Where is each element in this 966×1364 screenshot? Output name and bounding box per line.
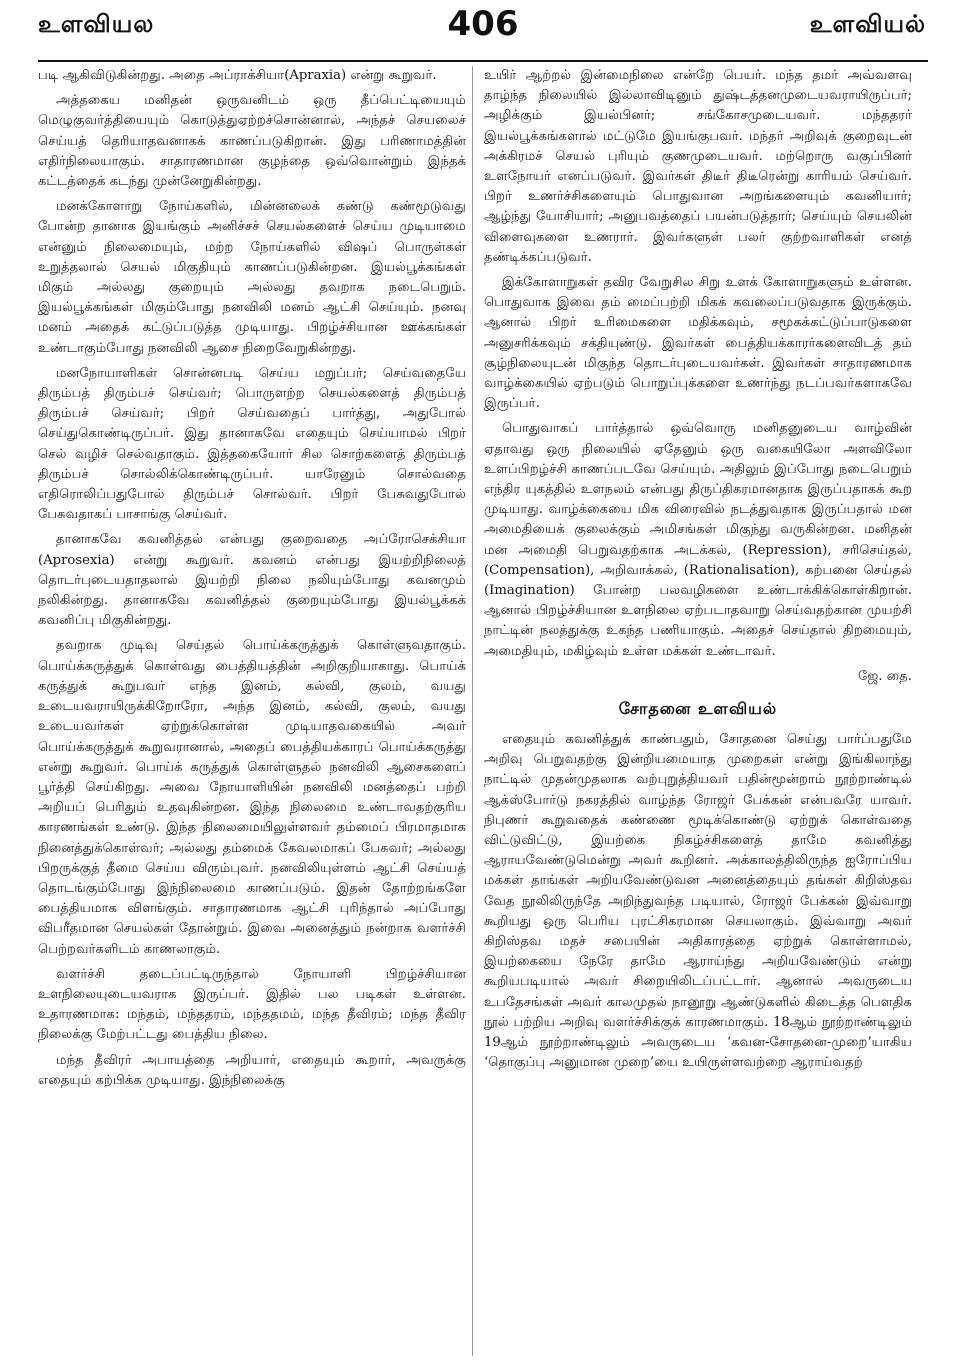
paragraph: மனக்கோளாறு நோய்களில், மின்னலைக் கண்டு கண்மூடுவது போன்ற தானாக இயங்கும் அனிச்சச் செயல்களைச் செய்ய முடியாமை என்னும் நிலைமையும், மற்ற நோய்களில் விஷப் பொருள்கள் உறுத்தலால் செயல் மிகுதியும் காணப்படுகின்றன. இயல்பூக்கங்கள் மிகும் அல்லது குறையும் அல்லது தவறாக நடைபெறும். இயல்பூக்கங்கள் மிகும்போது நனவிலி மனம் ஆட்சி செய்யும். நனவு மனம் அதைக் கட்டுப்படுத்த முடியாது. பிறழ்ச்சியான ஊக்கங்கள் உண்டாகும்போது நனவிலி ஆசை நிறைவேறுகின்றது. [38,199,466,356]
paragraph: மனநோயாளிகள் சொன்னபடி செய்ய மறுப்பர்; செய்வதையே திரும்பத் திரும்பச் செய்வர்; பொருளற்ற செயல்களைத் திரும்பத் திரும்பச் செய்வர்; பிறர் செய்வதைப் பார்த்து, அதுபோல் செய்துகொண்டிருப்பர். இது தானாகவே எதையும் செய்யாமல் பிறர் செல் வழிச் செல்வதாகும். இத்தகையோர் சில சொற்களைத் திரும்பத் திரும்பச் சொல்லிக்கொண்டிருப்பர். யாரேனும் சொல்வதை எதிரொலிப்பதுபோல் திரும்பச் சொல்வர். பிறர் பேசுவதுபோல் பேசுவதாகப் பாசாங்கு செய்வர். [38,365,466,523]
paragraph: அத்தகைய மனிதன் ஒருவனிடம் ஒரு தீப்பெட்டியையும் மெழுகுவர்த்தியையும் கொடுத்துஏற்றச்சொன்னால், அந்தச் செயலைச் செய்யத் தெரியாதவனாகக் காணப்படுகிறான். இது பரிணாமத்தின் எதிர்நிலையாகும். சாதாரணமான குழந்தை ஒவ்வொன்றும் இந்தக் கட்டத்தைக் கடந்து முன்னேறுகின்றது. [38,93,466,190]
left-column [38,66,466,1096]
page-number: 406 [447,4,519,44]
paragraph: இக்கோளாறுகள் தவிர வேறுசில சிறு உளக் கோளாறுகளும் உள்ளன. பொதுவாக இவை தம் மைப்பற்றி மிகக் கவலைப்படுவதாக இருக்கும். ஆனால் பிறர் உரிமைகளை மதிக்கவும், சமூகக்கட்டுப்பாடுகளை அனுசரிக்கவும் சக்தியுண்டு. இவர்கள் பைத்தியக்காரர்களைவிடத் தம் சூழ்நிலையுடன் மிகுந்த தொடர்புடையவர்கள். இவர்கள் சாதாரணமாக வாழ்க்கையில் ஏற்படும் பொறுப்புக்களை உணர்ந்து நடப்பவர்களாகவே இருப்பர். [484,275,912,412]
paragraph: பொதுவாகப் பார்த்தால் ஒவ்வொரு மனிதனுடைய வாழ்வின் ஏதாவது ஒரு நிலையில் ஏதேனும் ஒரு வகையிலோ அளவிலோ உளப்பிறழ்ச்சி காணப்படவே செய்யும். அதிலும் இப்போது நடைபெறும் எந்திர யுகத்தில் உளநலம் என்பது திருப்திகரமானதாக இருப்பதாகக் கூற முடியாது. வாழ்க்கையை மிக விரைவில் நடத்துவதாக இருப்பதால் மன அமைதியைக் குலைக்கும் அமிசங்கள் மிகுந்து வருகின்றன. மனிதன் மன அமைதி பெறுவதற்காக அடக்கல், (Repression), சரிசெய்தல், (Compensation), அறிவாக்கல், (Rationalisation), கற்பனை செய்தல் (Imagination) போன்ற பலவழிகளை உண்டாக்கிக்கொள்கிறான். ஆனால் பிறழ்ச்சியான உளநிலை ஏற்படாதவாறு செய்வதற்கான முயற்சி நாட்டின் நலத்துக்கு உகந்த பணியாகும். அதைச் செய்தால் திறமையும், அமைதியும், மகிழ்வும் உள்ள மக்கள் உண்டாவர். [484,421,912,659]
section-heading: சோதனை உளவியல் [618,698,778,718]
running-head-right: உளவியல் [809,10,926,38]
paragraph: உயிர் ஆற்றல் இன்மைநிலை என்றே பெயர். மந்த தமர் அவ்வளவு தாழ்ந்த நிலையில் இல்லாவிடினும் துஷ்டத்தனமுடையவராயிருப்பர்; அழிக்கும் இயல்பினர்; சங்கோசமுடையவர். மந்ததரர் இயல்பூக்கங்களால் மட்டுமே இயங்குபவர். மந்தர் அறிவுக் குறைவுடன் அக்கிரமச் செயல் புரியும் குணமுடையவர். மற்றொரு வகுப்பினர் உளநோயர் எனப்படுவர். இவர்கள் திடீர் திடீரென்று காரியம் செய்வர். பிறர் உணர்ச்சிகளையும் பொதுவான அறங்களையும் கவனியார்; ஆழ்ந்து யோசியார்; அனுபவத்தைப் பயன்படுத்தார்; செய்யும் செயலின் விளைவுகளை உணரார். இவர்களுள் பலர் குற்றவாளிகள் எனத் தண்டிக்கப்படுவர். [484,68,912,265]
paragraph: எதையும் கவனித்துக் காண்பதும், சோதனை செய்து பார்ப்பதுமே அறிவு பெறுவதற்கு இன்றியமையாத முறைகள் என்று இங்கிலாந்து நாட்டில் முதன்முதலாக வற்புறுத்தியவர் பதின்மூன்றாம் நூற்றாண்டில் ஆக்ஸ்போர்டு நகரத்தில் வாழ்ந்த ரோஜர் பேக்கன் என்பவரே யாவர். நிபுணர் கூறுவதைக் கண்ணை மூடிக்கொண்டு ஏற்றுக் கொள்வதை விட்டுவிட்டு, இயற்கை நிகழ்ச்சிகளைத் தாமே கவனித்து ஆராயவேண்டுமென்று அவர் கூறினர். அக்காலத்திலிருந்த ஐரோப்பிய மக்கள் தாங்கள் அறியவேண்டுவன அனைத்தையும் தங்கள் கிறிஸ்தவ வேத நூலிலிருந்தே அறிந்துவந்த படியால், ரோஜர் பேக்கன் இவ்வாறு கூறியது ஒரு பெரிய புரட்சிகரமான செயலாகும். இவ்வாறு அவர் கிறிஸ்தவ மதச் சபையின் அதிகாரத்தை ஏற்றுக் கொள்ளாமல், இயற்கையை நேரே தாமே ஆராய்ந்து அறியவேண்டும் என்று கூறியபடியால் அவர் சிறையிலிடப்பட்டார். ஆனால் அவருடைய உபதேசங்கள் அவர் காலமுதல் நானூறு ஆண்டுகளில் கிடைத்த பௌதிக நூல் பற்றிய அறிவு வளர்ச்சிக்குக் காரணமாகும். 18ஆம் நூற்றாண்டிலும் 19ஆம் நூற்றாண்டிலும் அவருடைய ‘கவன-சோதனை-முறை’யாகிய ‘தொகுப்பு அனுமான முறை’யை உயிருள்ளவற்றை ஆராய்வதற் [484,731,912,1071]
right-column [484,66,912,1078]
header-rule [38,60,928,62]
paragraph: படி ஆகிவிடுகின்றது. அதை அப்ராக்சியா(Apraxia) என்று கூறுவர். [38,68,437,83]
paragraph: மந்த தீவிரர் அபாயத்தை அறியார், எதையும் கூறார், அவருக்கு எதையும் கற்பிக்க முடியாது. இந்நிலைக்கு [38,1052,466,1088]
author-signature: ஜே. தை. [857,668,912,684]
page-header [0,0,966,62]
paragraph: தானாகவே கவனித்தல் என்பது குறைவதை அப்ரோசெக்சியா (Aprosexia) என்று கூறுவர். கவனம் என்பது இயற்றிநிலைத் தொடர்புடையதாதலால் இயற்றி நிலை நலியும்போது கவனமும் நலிகின்றது. தானாகவே கவனித்தல் குறையும்போது இயல்பூக்கக் கவனிப்பு மிகுகின்றது. [38,532,466,629]
paragraph: வளர்ச்சி தடைப்பட்டிருந்தால் நோயாளி பிறழ்ச்சியான உளநிலையுடையவராக இருப்பர். இதில் பல படிகள் உள்ளன. உதாரணமாக: மந்தம், மந்ததரம், மந்ததமம், மந்த தீவிரம்; மந்த தீவிர நிலைக்கு மேற்பட்டது பைத்திய நிலை. [38,966,466,1043]
column-divider [472,66,473,1356]
paragraph: தவறாக முடிவு செய்தல் பொய்க்கருத்துக் கொள்ளுவதாகும். பொய்க்கருத்துக் கொள்வது பைத்தியத்தின் அறிகுறியாகாது. பொய்க் கருத்துக் கூறுபவர் எந்த இனம், கல்வி, குலம், வயது உடையவராயிருக்கிறோரோ, அந்த இனம், கல்வி, குலம், வயது உடையவர்கள் ஏற்றுக்கொள்ள முடியாதவகையில் அவர் பொய்க்கருத்துக் கூறுவரானால், அதைப் பைத்தியக்காரப் பொய்க்கருத்து என்று கூறுவர். பொய்க் கருத்துக் கொள்ளுதல் நனவிலி ஆசைகளைப் பூர்த்தி செய்கிறது. அவை நோயாளியின் நனவிலி மனத்தைப் பற்றி அறியப் பெரிதும் உதவுகின்றன. இந்த நிலைமை உண்டாவதற்குரிய காரணங்கள் உண்டு. இந்த நிலைமையிலுள்ளவர் தம்மைப் பிரமாதமாக நினைத்துக்கொள்வர்; அல்லது தம்மைக் கேவலமாகப் பேசுவர்; அல்லது பிறருக்குத் தீமை செய்ய விரும்புவர். நனவிலியுள்ளம் ஆட்சி செய்யத் தொடங்கும்போது இந்நிலைமை காணப்படும். இதன் தோற்றங்களே பைத்தியமாக விளங்கும். சாதாரணமாக ஆட்சி புரிந்தால் அப்போது விபரீதமான செயல்கள் தோன்றும். இவை அனைத்தும் நன்றாக வளர்ச்சி பெற்றவர்களிடம் காணலாகும். [38,638,466,957]
running-head-left: உளவியல [38,10,155,38]
